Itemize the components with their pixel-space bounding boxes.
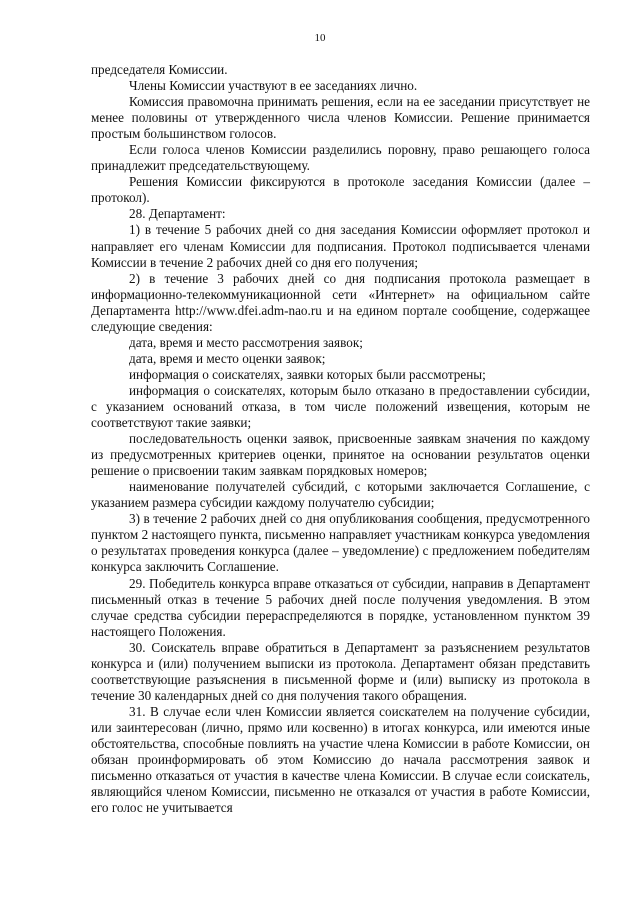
- list-item: информация о соискателях, которым было отказано в предоставлении субсидии, с указанием оснований отказа, в том числе положений извещения, которым не соответствуют такие заявки;: [91, 382, 590, 431]
- document-body: [91, 62, 590, 816]
- paragraph: Члены Комиссии участвуют в ее заседаниях лично.: [129, 78, 418, 94]
- section-heading: 28. Департамент:: [129, 206, 226, 222]
- paragraph: председателя Комиссии.: [91, 62, 228, 77]
- list-item: наименование получателей субсидий, с которыми заключается Соглашение, с указанием размера субсидии каждому получателю субсидии;: [91, 479, 590, 511]
- paragraph: 29. Победитель конкурса вправе отказаться от субсидии, направив в Департамент письменный отказ в течение 5 рабочих дней после получения уведомления. В этом случае средства субсидии перераспределяются в порядке, установленном пунктом 39 настоящего Положения.: [91, 575, 590, 639]
- list-item: 1) в течение 5 рабочих дней со дня заседания Комиссии оформляет протокол и направляет его членам Комиссии для подписания. Протокол подписывается членами Комиссии в течение 2 рабочих дней со дня его получения;: [91, 222, 590, 270]
- paragraph: Комиссия правомочна принимать решения, если на ее заседании присутствует не менее половины от утвержденного числа членов Комиссии. Решение принимается простым большинством голосов.: [91, 94, 590, 142]
- page-number: 10: [314, 32, 326, 44]
- list-item: 3) в течение 2 рабочих дней со дня опубликования сообщения, предусмотренного пунктом 2 настоящего пункта, письменно направляет участникам конкурса уведомления о результатах проведения конкурса (далее – уведомление) с предложением победителям конкурса заключить Соглашение.: [91, 511, 590, 575]
- list-item: дата, время и место рассмотрения заявок;: [129, 334, 363, 350]
- paragraph: 30. Соискатель вправе обратиться в Департамент за разъяснением результатов конкурса и (или) получением выписки из протокола. Департамент обязан представить соответствующие разъяснения в письменной форме и (или) выписку из протокола в течение 30 календарных дней со дня получения такого обращения.: [91, 639, 590, 703]
- list-item: последовательность оценки заявок, присвоенные заявкам значения по каждому из предусмотренных критериев оценки, принятое на основании результатов оценки решение о присвоении таким заявкам порядковых номеров;: [91, 431, 590, 479]
- list-item: 2) в течение 3 рабочих дней со дня подписания протокола размещает в информационно-телекоммуникационной сети «Интернет» на официальном сайте Департамента http://www.dfei.adm-nao.ru и на едином портале сообщение, содержащее следующие сведения:: [91, 270, 590, 334]
- list-item: дата, время и место оценки заявок;: [129, 350, 326, 366]
- paragraph: Решения Комиссии фиксируются в протоколе заседания Комиссии (далее – протокол).: [91, 174, 590, 206]
- paragraph: Если голоса членов Комиссии разделились поровну, право решающего голоса принадлежит председательствующему.: [91, 142, 590, 174]
- list-item: информация о соискателях, заявки которых были рассмотрены;: [129, 366, 486, 382]
- paragraph: 31. В случае если член Комиссии является соискателем на получение субсидии, или заинтересован (лично, прямо или косвенно) в итогах конкурса, или имеются иные обстоятельства, способные повлиять на участие члена Комиссии в работе Комиссии, он обязан проинформировать об этом Комиссию до начала рассмотрения заявок и письменно отказаться от участия в качестве члена Комиссии. В случае если соискатель, являющийся членом Комиссии, письменно не отказался от участия в работе Комиссии, его голос не учитывается: [91, 703, 590, 816]
